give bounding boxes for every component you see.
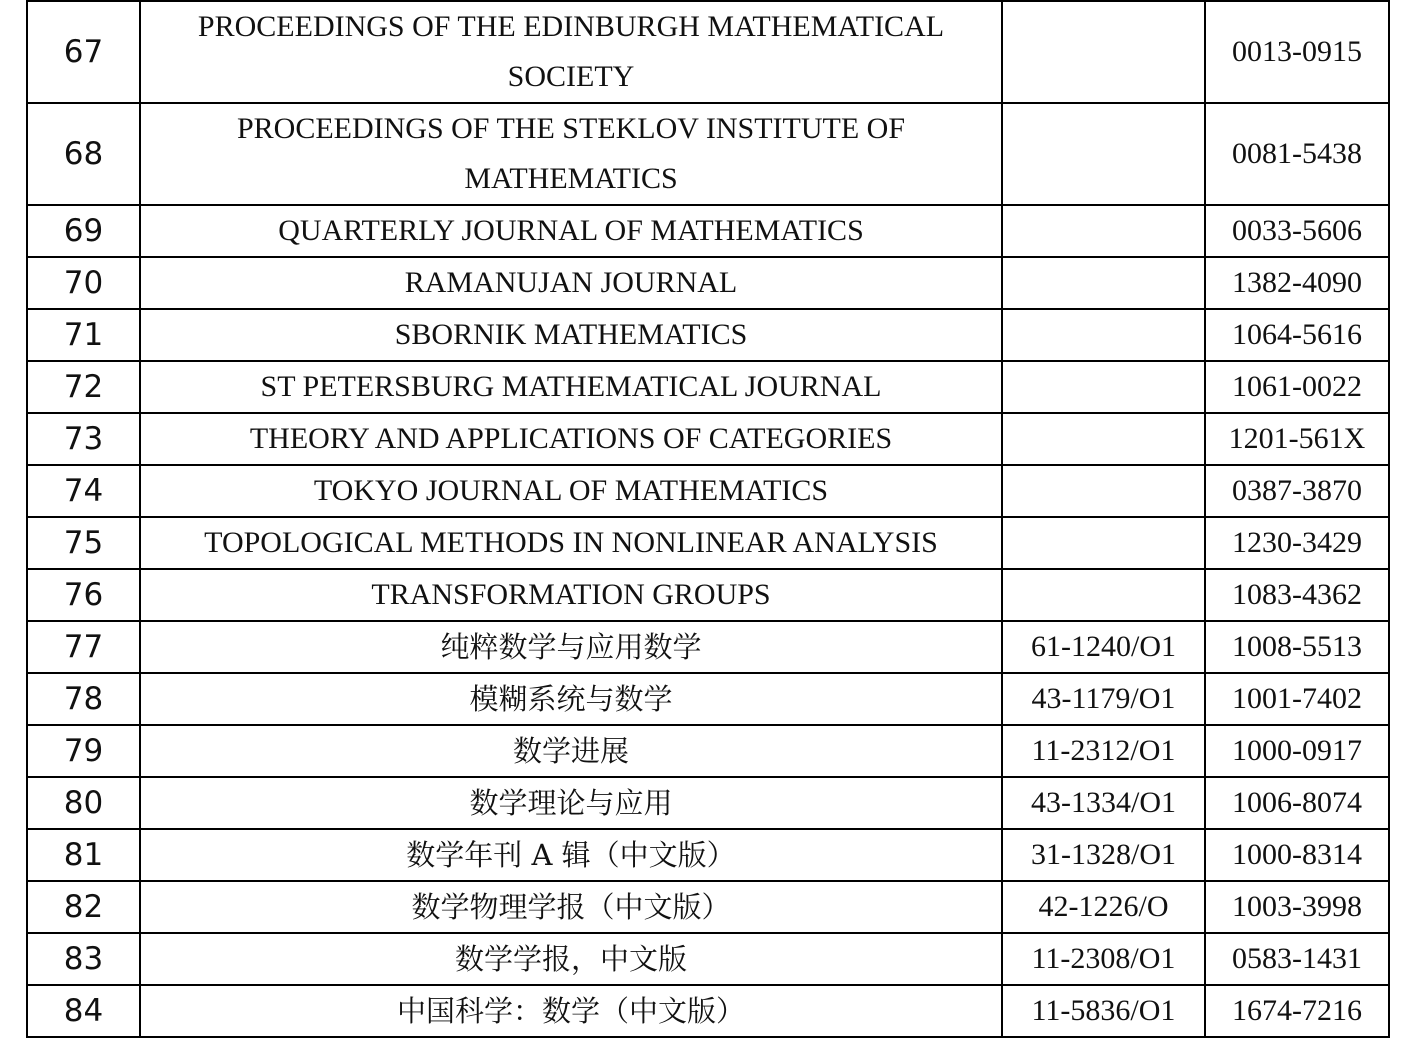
cn-number: 42-1226/O	[1002, 881, 1205, 933]
issn-number: 0033-5606	[1205, 205, 1389, 257]
row-number: 81	[27, 829, 140, 881]
row-number: 75	[27, 517, 140, 569]
journal-title: ST PETERSBURG MATHEMATICAL JOURNAL	[140, 361, 1002, 413]
table-row	[27, 465, 1389, 517]
cn-number	[1002, 309, 1205, 361]
row-number: 71	[27, 309, 140, 361]
journal-title: TOKYO JOURNAL OF MATHEMATICS	[140, 465, 1002, 517]
row-number: 68	[27, 103, 140, 205]
issn-number: 1000-0917	[1205, 725, 1389, 777]
issn-number: 1061-0022	[1205, 361, 1389, 413]
journal-title: 模糊系统与数学	[140, 673, 1002, 725]
cn-number: 11-5836/O1	[1002, 985, 1205, 1037]
cn-number	[1002, 1, 1205, 103]
journal-title: TRANSFORMATION GROUPS	[140, 569, 1002, 621]
row-number: 70	[27, 257, 140, 309]
journal-title: RAMANUJAN JOURNAL	[140, 257, 1002, 309]
cn-number: 31-1328/O1	[1002, 829, 1205, 881]
issn-number: 1006-8074	[1205, 777, 1389, 829]
row-number: 82	[27, 881, 140, 933]
table-row	[27, 777, 1389, 829]
cn-number	[1002, 205, 1205, 257]
issn-number: 0081-5438	[1205, 103, 1389, 205]
table-row	[27, 829, 1389, 881]
issn-number: 1201-561X	[1205, 413, 1389, 465]
row-number: 84	[27, 985, 140, 1037]
table-row	[27, 933, 1389, 985]
journal-table	[26, 0, 1390, 1038]
table-row	[27, 413, 1389, 465]
issn-number: 1003-3998	[1205, 881, 1389, 933]
cn-number: 11-2312/O1	[1002, 725, 1205, 777]
journal-title: 纯粹数学与应用数学	[140, 621, 1002, 673]
issn-number: 1083-4362	[1205, 569, 1389, 621]
table-row	[27, 881, 1389, 933]
cn-number: 43-1334/O1	[1002, 777, 1205, 829]
row-number: 76	[27, 569, 140, 621]
cn-number	[1002, 569, 1205, 621]
issn-number: 1001-7402	[1205, 673, 1389, 725]
cn-number	[1002, 257, 1205, 309]
table-row	[27, 205, 1389, 257]
table-row	[27, 725, 1389, 777]
cn-number: 61-1240/O1	[1002, 621, 1205, 673]
table-row	[27, 985, 1389, 1037]
table-row	[27, 673, 1389, 725]
issn-number: 0583-1431	[1205, 933, 1389, 985]
issn-number: 1000-8314	[1205, 829, 1389, 881]
journal-title: 数学理论与应用	[140, 777, 1002, 829]
table-row	[27, 517, 1389, 569]
issn-number: 1674-7216	[1205, 985, 1389, 1037]
journal-title: PROCEEDINGS OF THE STEKLOV INSTITUTE OF MATHEMATICS	[140, 103, 1002, 205]
row-number: 67	[27, 1, 140, 103]
table-row	[27, 103, 1389, 205]
issn-number: 1008-5513	[1205, 621, 1389, 673]
issn-number: 1064-5616	[1205, 309, 1389, 361]
table-row	[27, 257, 1389, 309]
table-row	[27, 361, 1389, 413]
issn-number: 1230-3429	[1205, 517, 1389, 569]
row-number: 80	[27, 777, 140, 829]
journal-title: 数学进展	[140, 725, 1002, 777]
cn-number	[1002, 413, 1205, 465]
table-row	[27, 569, 1389, 621]
journal-title: SBORNIK MATHEMATICS	[140, 309, 1002, 361]
cn-number: 43-1179/O1	[1002, 673, 1205, 725]
table-row	[27, 1, 1389, 103]
journal-title: QUARTERLY JOURNAL OF MATHEMATICS	[140, 205, 1002, 257]
row-number: 79	[27, 725, 140, 777]
cn-number	[1002, 465, 1205, 517]
row-number: 73	[27, 413, 140, 465]
cn-number	[1002, 103, 1205, 205]
row-number: 69	[27, 205, 140, 257]
journal-title: 数学学报，中文版	[140, 933, 1002, 985]
issn-number: 0013-0915	[1205, 1, 1389, 103]
journal-title: 数学物理学报（中文版）	[140, 881, 1002, 933]
journal-title: 中国科学：数学（中文版）	[140, 985, 1002, 1037]
table-row	[27, 621, 1389, 673]
cn-number: 11-2308/O1	[1002, 933, 1205, 985]
row-number: 78	[27, 673, 140, 725]
cn-number	[1002, 517, 1205, 569]
row-number: 72	[27, 361, 140, 413]
journal-title: THEORY AND APPLICATIONS OF CATEGORIES	[140, 413, 1002, 465]
issn-number: 0387-3870	[1205, 465, 1389, 517]
row-number: 77	[27, 621, 140, 673]
cn-number	[1002, 361, 1205, 413]
row-number: 83	[27, 933, 140, 985]
journal-title: PROCEEDINGS OF THE EDINBURGH MATHEMATICAL SOCIETY	[140, 1, 1002, 103]
issn-number: 1382-4090	[1205, 257, 1389, 309]
table-row	[27, 309, 1389, 361]
row-number: 74	[27, 465, 140, 517]
journal-title: TOPOLOGICAL METHODS IN NONLINEAR ANALYSIS	[140, 517, 1002, 569]
journal-title: 数学年刊 A 辑（中文版）	[140, 829, 1002, 881]
